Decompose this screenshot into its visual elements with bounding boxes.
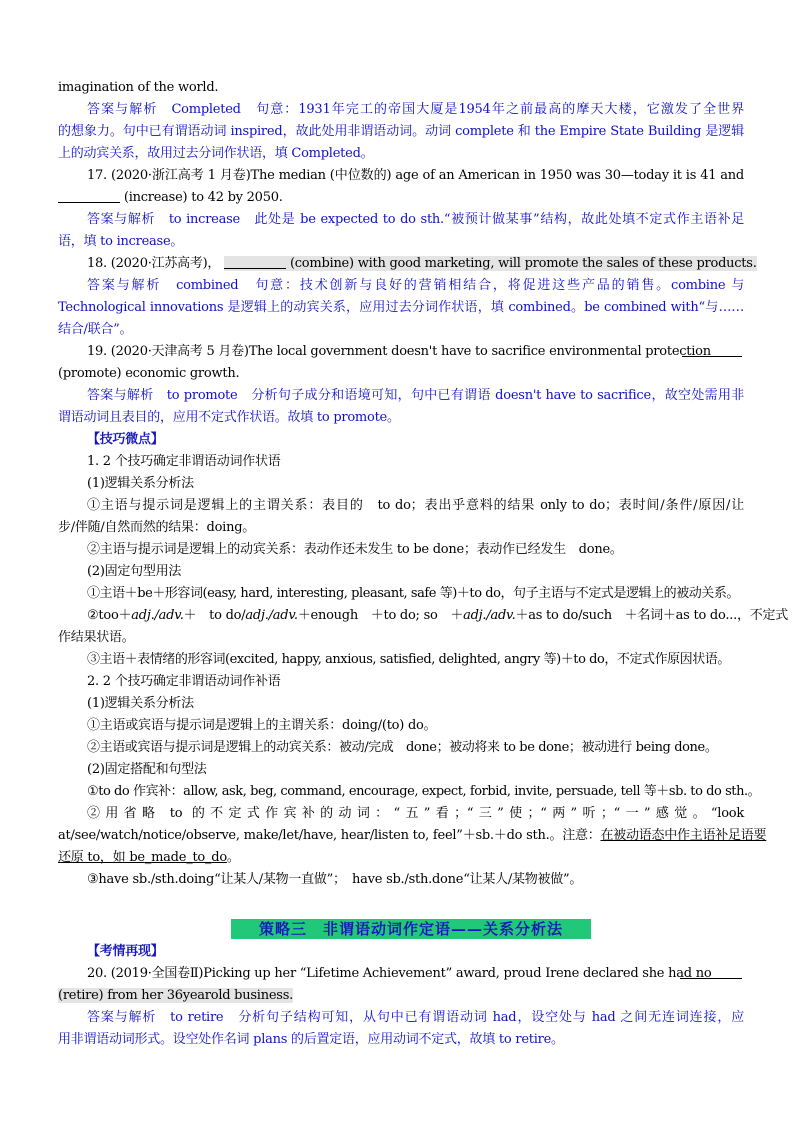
text-run: ＋ to do/ [183,608,246,623]
text-run: do [211,850,227,865]
text-line: ②主语或宾语与提示词是逻辑上的动宾关系：被动/完成 done；被动将来 to be done；被动进行 being done。 [87,740,718,755]
text-line [58,849,744,867]
answer-line: 的想象力。句中已有谓语动词 inspired，故此处用非谓语动词。动词 complete 和 the Empire State Building 是逻辑 [58,124,744,139]
answer-blank [58,190,120,203]
text-run: ＋as to do/such ＋名词＋as to do...，不定式 [515,608,788,623]
answer-blank [680,966,742,979]
text-run: adj./adv. [463,608,516,623]
answer-line: 用非谓语动词形式。设空处作名词 plans 的后置定语，应用动词不定式，故填 to retire。 [58,1032,564,1047]
text-line: (1)逻辑关系分析法 [87,476,194,491]
text-line: ③主语＋表情绪的形容词(excited, happy, anxious, satisfied, delighted, angry 等)＋to do，不定式作原因状语。 [87,652,730,667]
section-label-exam: 【考情再现】 [87,944,164,959]
underlined-text: 在被动语态中作主语补足语要 [600,828,767,843]
answer-blank [682,344,742,357]
text-line: 2. 2 个技巧确定非谓语动词作补语 [87,674,281,689]
question-20: 20. (2019·全国卷Ⅱ)Picking up her “Lifetime Achievement” award, proud Irene declared she had no [87,966,712,981]
answer-line: Technological innovations 是逻辑上的动宾关系，应用过去分词作状语，填 combined。be combined with“与…… [58,300,744,315]
highlighted-text [224,256,757,271]
answer-line: 答案与解析 combined 句意：技术创新与良好的营销相结合，将促进这些产品的销售。combine 与 [87,278,744,293]
answer-line: 语，填 to increase。 [58,234,184,249]
text-run: 还原 to，如 be [58,850,145,865]
answer-line: 结合/联合”。 [58,322,133,337]
question-19: 19. (2020·天津高考 5 月卷)The local government doesn't have to sacrifice environmental protection [87,344,711,359]
answer-blank-19 [682,343,744,361]
answer-line: 答案与解析 to promote 分析句子成分和语境可知，句中已有谓语 doesn't have to sacrifice，故空处需用非 [87,388,744,403]
text-line: 作结果状语。 [58,630,135,645]
section-heading: 策略三 非谓语动词作定语——关系分析法 [231,919,591,939]
answer-line: 上的动宾关系，故用过去分词作状语，填 Completed。 [58,146,374,161]
answer-line: 谓语动词且表目的，应用不定式作状语。故填 to promote。 [58,410,400,425]
question-18 [87,255,757,273]
underlined-text: 还原 to，如 be_made_to_do [58,850,227,865]
text-run: ②too＋ [87,608,132,623]
question-source: 18. (2020·江苏高考)， [87,256,221,271]
text-line: ①主语＋be＋形容词(easy, hard, interesting, pleasant, safe 等)＋to do，句子主语与不定式是逻辑上的被动关系。 [87,586,739,601]
text-line: ①to do 作宾补：allow, ask, beg, command, encourage, expect, forbid, invite, persuade, tell 等＋sb. to do sth.。 [87,784,761,799]
text-run: 。 [226,850,240,865]
text-run: ＋enough ＋to do; so ＋ [297,608,464,623]
section-label-tips: 【技巧微点】 [87,432,164,447]
text-line: ③have sb./sth.doing“让某人/某物一直做”； have sb./sth.done“让某人/某物被做”。 [87,872,583,887]
question-20-cont [58,987,744,1005]
answer-line: 答案与解析 Completed 句意：1931年完工的帝国大厦是1954年之前最高的摩天大楼，它激发了全世界 [87,102,744,117]
text-line: imagination of the world. [58,80,219,95]
question-text: (increase) to 42 by 2050. [123,190,283,205]
text-line: (2)固定句型用法 [87,564,182,579]
text-run: made [151,850,187,865]
question-17-cont [58,189,744,207]
answer-line: 答案与解析 to retire 分析句子结构可知，从句中已有谓语动词 had，设空处与 had 之间无连词连接，应 [87,1010,744,1025]
text-line: ②用省略 to 的不定式作宾补的动词：“五”看；“三”使；“两”听；“一”感觉。“look [87,806,744,821]
answer-line: 答案与解析 to increase 此处是 be expected to do sth.“被预计做某事”结构，故此处填不定式作主语补足 [87,212,744,227]
text-line: 1. 2 个技巧确定非谓语动词作状语 [87,454,281,469]
question-text: (combine) with good marketing, will promote the sales of these products. [289,256,757,271]
text-run: adj./adv. [245,608,298,623]
question-19-cont: (promote) economic growth. [58,366,240,381]
text-run: at/see/watch/notice/observe, make/let/have, hear/listen to, feel”＋sb.＋do sth.。注意： [58,828,601,843]
text-line [87,607,788,625]
text-line: (2)固定搭配和句型法 [87,762,207,777]
text-line: 步/伴随/自然而然的结果：doing。 [58,520,256,535]
text-run: to [192,850,205,865]
text-line: ①主语与提示词是逻辑上的主谓关系：表目的 to do；表出乎意料的结果 only to do；表时间/条件/原因/让 [87,498,744,513]
text-run: adj./adv. [131,608,184,623]
highlighted-text: (retire) from her 36yearold business. [58,988,293,1003]
answer-blank-20 [680,965,744,983]
answer-blank [224,256,286,269]
question-17: 17. (2020·浙江高考 1 月卷)The median (中位数的) age of an American in 1950 was 30—today it is 41 and [87,168,744,183]
text-line [58,827,767,845]
text-line: ②主语与提示词是逻辑上的动宾关系：表动作还未发生 to be done；表动作已经发生 done。 [87,542,623,557]
text-line: (1)逻辑关系分析法 [87,696,194,711]
text-line: ①主语或宾语与提示词是逻辑上的主谓关系：doing/(to) do。 [87,718,437,733]
